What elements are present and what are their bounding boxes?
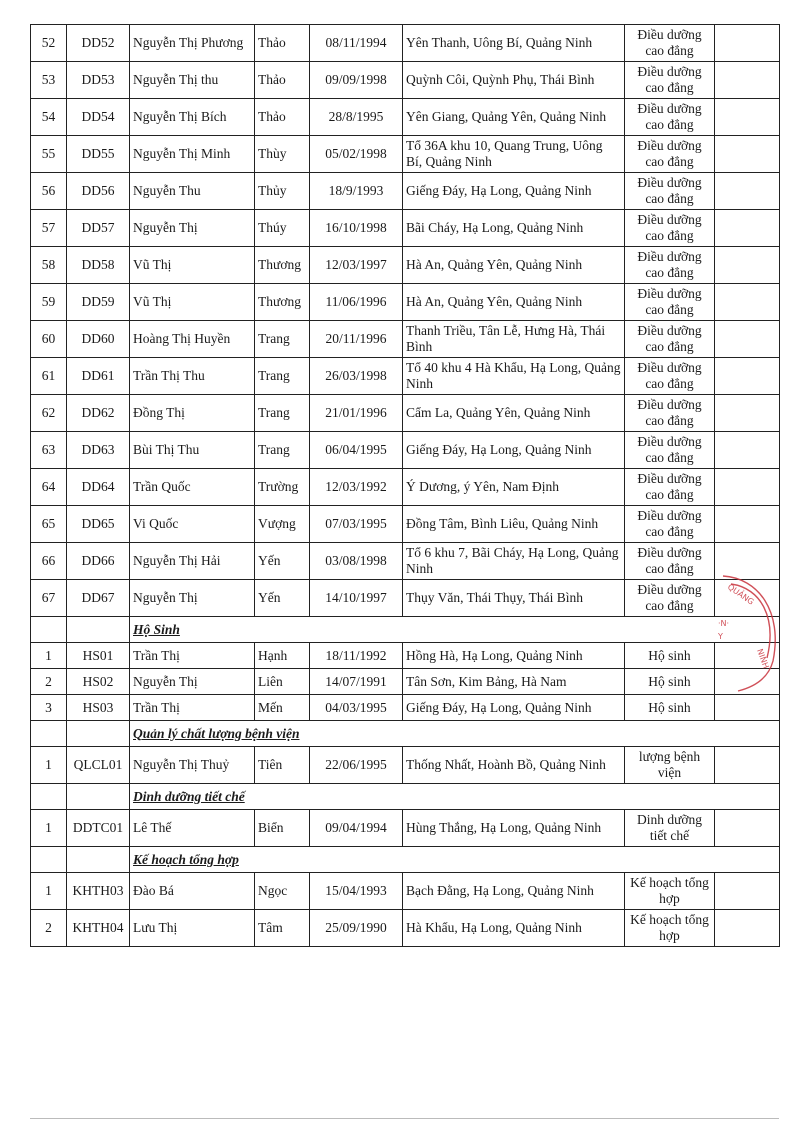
cell-surname: Vũ Thị: [130, 247, 255, 284]
cell-stt: 58: [31, 247, 67, 284]
table-row: [31, 173, 780, 210]
cell-note: [715, 469, 780, 506]
svg-text:NINH: NINH: [755, 647, 771, 670]
cell-qualification: Điều dưỡng cao đẳng: [625, 173, 715, 210]
cell-qualification: Điều dưỡng cao đẳng: [625, 284, 715, 321]
section-title: [130, 784, 780, 810]
cell-stt: 55: [31, 136, 67, 173]
cell-surname: Vũ Thị: [130, 284, 255, 321]
cell-qualification: Điều dưỡng cao đẳng: [625, 432, 715, 469]
cell-birthdate: 03/08/1998: [310, 543, 403, 580]
cell-qualification: Điều dưỡng cao đẳng: [625, 210, 715, 247]
cell-surname: Bùi Thị Thu: [130, 432, 255, 469]
cell-given-name: Thảo: [255, 99, 310, 136]
cell-birthdate: 25/09/1990: [310, 910, 403, 947]
cell-qualification: Điều dưỡng cao đẳng: [625, 247, 715, 284]
cell-birthdate: 05/02/1998: [310, 136, 403, 173]
cell-address: Bãi Cháy, Hạ Long, Quảng Ninh: [403, 210, 625, 247]
cell-stt: 1: [31, 810, 67, 847]
cell-birthdate: 14/07/1991: [310, 669, 403, 695]
cell-stt: 52: [31, 25, 67, 62]
cell-given-name: Trang: [255, 358, 310, 395]
cell-given-name: Trang: [255, 432, 310, 469]
cell-code: DD63: [67, 432, 130, 469]
cell-surname: Hoàng Thị Huyền: [130, 321, 255, 358]
cell-surname: Nguyễn Thị Bích: [130, 99, 255, 136]
cell-code: HS02: [67, 669, 130, 695]
section-title-text: Dinh dưỡng tiết chế: [133, 788, 245, 804]
table-row: [31, 910, 780, 947]
cell-note: [715, 136, 780, 173]
cell-stt: 56: [31, 173, 67, 210]
cell-given-name: Trang: [255, 321, 310, 358]
cell-address: Thanh Triều, Tân Lễ, Hưng Hà, Thái Bình: [403, 321, 625, 358]
table-row: [31, 810, 780, 847]
table-row: [31, 62, 780, 99]
cell-given-name: Tâm: [255, 910, 310, 947]
cell-surname: Trần Thị: [130, 695, 255, 721]
cell-given-name: Liên: [255, 669, 310, 695]
cell-surname: Lưu Thị: [130, 910, 255, 947]
cell-given-name: Thảo: [255, 62, 310, 99]
cell-note: [715, 247, 780, 284]
section-header-row: [31, 617, 780, 643]
cell-address: Hồng Hà, Hạ Long, Quảng Ninh: [403, 643, 625, 669]
cell-note: [715, 543, 780, 580]
cell-qualification: Dinh dưỡng tiết chế: [625, 810, 715, 847]
cell-note: [715, 910, 780, 947]
section-title: [130, 847, 780, 873]
cell-note: [715, 25, 780, 62]
cell-birthdate: 11/06/1996: [310, 284, 403, 321]
cell-address: Yên Giang, Quảng Yên, Quảng Ninh: [403, 99, 625, 136]
cell-stt: 2: [31, 910, 67, 947]
cell-address: Giếng Đáy, Hạ Long, Quảng Ninh: [403, 173, 625, 210]
section-header-row: [31, 721, 780, 747]
cell-stt: 65: [31, 506, 67, 543]
cell-given-name: Trang: [255, 395, 310, 432]
cell-note: [715, 173, 780, 210]
table-row: [31, 469, 780, 506]
cell-given-name: Thương: [255, 284, 310, 321]
cell-birthdate: 06/04/1995: [310, 432, 403, 469]
cell-code: HS03: [67, 695, 130, 721]
cell-stt: 54: [31, 99, 67, 136]
cell-birthdate: 14/10/1997: [310, 580, 403, 617]
section-header-row: [31, 847, 780, 873]
cell-code: DD59: [67, 284, 130, 321]
cell-qualification: Điều dưỡng cao đẳng: [625, 506, 715, 543]
cell-address: Cẩm La, Quảng Yên, Quảng Ninh: [403, 395, 625, 432]
cell-code: QLCL01: [67, 747, 130, 784]
cell-surname: Nguyễn Thu: [130, 173, 255, 210]
table-row: [31, 321, 780, 358]
svg-text:·N·: ·N·: [718, 619, 730, 628]
cell-qualification: Hộ sinh: [625, 669, 715, 695]
cell-code: DD58: [67, 247, 130, 284]
cell-code: DD53: [67, 62, 130, 99]
cell-qualification: Điều dưỡng cao đẳng: [625, 62, 715, 99]
section-title-text: Hộ Sinh: [133, 621, 180, 637]
cell-birthdate: 09/04/1994: [310, 810, 403, 847]
cell-note: [715, 643, 780, 669]
cell-code: DDTC01: [67, 810, 130, 847]
table-row: [31, 358, 780, 395]
cell-given-name: Thùy: [255, 136, 310, 173]
cell-address: Hà An, Quảng Yên, Quảng Ninh: [403, 247, 625, 284]
cell-code: [67, 617, 130, 643]
cell-address: Ý Dương, ý Yên, Nam Định: [403, 469, 625, 506]
table-row: [31, 432, 780, 469]
cell-surname: Trần Thị: [130, 643, 255, 669]
cell-address: Bạch Đằng, Hạ Long, Quảng Ninh: [403, 873, 625, 910]
cell-birthdate: 12/03/1997: [310, 247, 403, 284]
cell-surname: Nguyễn Thị Phương: [130, 25, 255, 62]
cell-stt: 53: [31, 62, 67, 99]
cell-address: Hùng Thắng, Hạ Long, Quảng Ninh: [403, 810, 625, 847]
table-row: [31, 284, 780, 321]
cell-birthdate: 12/03/1992: [310, 469, 403, 506]
table-row: [31, 247, 780, 284]
table-row: [31, 747, 780, 784]
cell-note: [715, 810, 780, 847]
cell-stt: 67: [31, 580, 67, 617]
cell-code: KHTH04: [67, 910, 130, 947]
cell-given-name: Hạnh: [255, 643, 310, 669]
svg-text:QUẢNG: QUẢNG: [725, 582, 756, 607]
cell-code: DD61: [67, 358, 130, 395]
cell-note: [715, 580, 780, 617]
cell-code: DD52: [67, 25, 130, 62]
cell-note: [715, 210, 780, 247]
cell-qualification: Điều dưỡng cao đẳng: [625, 136, 715, 173]
cell-birthdate: 21/01/1996: [310, 395, 403, 432]
svg-text:Y: Y: [718, 632, 723, 641]
cell-qualification: Hộ sinh: [625, 695, 715, 721]
table-row: [31, 643, 780, 669]
cell-given-name: Vượng: [255, 506, 310, 543]
cell-qualification: Kế hoạch tổng hợp: [625, 910, 715, 947]
cell-address: Thống Nhất, Hoành Bồ, Quảng Ninh: [403, 747, 625, 784]
cell-stt: 63: [31, 432, 67, 469]
cell-surname: Nguyễn Thị Thuỷ: [130, 747, 255, 784]
cell-qualification: Điều dưỡng cao đẳng: [625, 469, 715, 506]
section-title-text: Quản lý chất lượng bệnh viện: [133, 725, 300, 741]
cell-birthdate: 22/06/1995: [310, 747, 403, 784]
cell-given-name: Thủy: [255, 173, 310, 210]
cell-birthdate: 18/11/1992: [310, 643, 403, 669]
section-title: [130, 721, 780, 747]
cell-stt: 66: [31, 543, 67, 580]
cell-stt: 59: [31, 284, 67, 321]
table-row: [31, 873, 780, 910]
cell-surname: Đồng Thị: [130, 395, 255, 432]
cell-surname: Trần Thị Thu: [130, 358, 255, 395]
cell-surname: Lê Thế: [130, 810, 255, 847]
cell-birthdate: 20/11/1996: [310, 321, 403, 358]
cell-birthdate: 09/09/1998: [310, 62, 403, 99]
cell-address: Quỳnh Côi, Quỳnh Phụ, Thái Bình: [403, 62, 625, 99]
table-row: [31, 506, 780, 543]
cell-stt: 1: [31, 747, 67, 784]
cell-stt: 2: [31, 669, 67, 695]
cell-note: [715, 395, 780, 432]
cell-stt: [31, 721, 67, 747]
cell-code: [67, 847, 130, 873]
cell-surname: Nguyễn Thị: [130, 669, 255, 695]
cell-surname: Nguyễn Thị Hải: [130, 543, 255, 580]
table-row: [31, 695, 780, 721]
cell-code: DD54: [67, 99, 130, 136]
cell-birthdate: 16/10/1998: [310, 210, 403, 247]
cell-birthdate: 04/03/1995: [310, 695, 403, 721]
cell-code: KHTH03: [67, 873, 130, 910]
cell-stt: [31, 617, 67, 643]
cell-surname: Đào Bá: [130, 873, 255, 910]
cell-note: [715, 321, 780, 358]
cell-note: [715, 669, 780, 695]
section-header-row: [31, 784, 780, 810]
cell-stt: 1: [31, 873, 67, 910]
cell-note: [715, 284, 780, 321]
cell-note: [715, 695, 780, 721]
cell-birthdate: 18/9/1993: [310, 173, 403, 210]
cell-stt: [31, 784, 67, 810]
cell-stt: 61: [31, 358, 67, 395]
section-title-text: Kế hoạch tổng hợp: [133, 851, 239, 867]
cell-qualification: Hộ sinh: [625, 643, 715, 669]
cell-address: Yên Thanh, Uông Bí, Quảng Ninh: [403, 25, 625, 62]
table-row: [31, 25, 780, 62]
cell-note: [715, 62, 780, 99]
cell-qualification: Điều dưỡng cao đẳng: [625, 395, 715, 432]
cell-code: DD65: [67, 506, 130, 543]
cell-given-name: Mến: [255, 695, 310, 721]
table-row: [31, 669, 780, 695]
section-title: [130, 617, 780, 643]
cell-birthdate: 15/04/1993: [310, 873, 403, 910]
cell-code: DD66: [67, 543, 130, 580]
cell-note: [715, 747, 780, 784]
cell-given-name: Thương: [255, 247, 310, 284]
cell-address: Đồng Tâm, Bình Liêu, Quảng Ninh: [403, 506, 625, 543]
cell-address: Tổ 6 khu 7, Bãi Cháy, Hạ Long, Quảng Ninh: [403, 543, 625, 580]
cell-stt: 57: [31, 210, 67, 247]
cell-address: Tân Sơn, Kim Bảng, Hà Nam: [403, 669, 625, 695]
cell-given-name: Trường: [255, 469, 310, 506]
cell-birthdate: 07/03/1995: [310, 506, 403, 543]
cell-given-name: Thúy: [255, 210, 310, 247]
cell-code: [67, 784, 130, 810]
table-row: [31, 99, 780, 136]
cell-qualification: Điều dưỡng cao đẳng: [625, 543, 715, 580]
cell-stt: [31, 847, 67, 873]
staff-list-table: [30, 24, 780, 947]
cell-code: DD64: [67, 469, 130, 506]
cell-address: Giếng Đáy, Hạ Long, Quảng Ninh: [403, 432, 625, 469]
cell-given-name: Thảo: [255, 25, 310, 62]
cell-address: Tổ 40 khu 4 Hà Khẩu, Hạ Long, Quảng Ninh: [403, 358, 625, 395]
table-body: [31, 25, 780, 947]
cell-qualification: Kế hoạch tổng hợp: [625, 873, 715, 910]
cell-qualification: Điều dưỡng cao đẳng: [625, 580, 715, 617]
cell-code: [67, 721, 130, 747]
cell-birthdate: 28/8/1995: [310, 99, 403, 136]
cell-code: DD57: [67, 210, 130, 247]
cell-note: [715, 99, 780, 136]
table-row: [31, 136, 780, 173]
cell-address: Thụy Văn, Thái Thụy, Thái Bình: [403, 580, 625, 617]
cell-address: Hà An, Quảng Yên, Quảng Ninh: [403, 284, 625, 321]
cell-stt: 1: [31, 643, 67, 669]
cell-given-name: Ngọc: [255, 873, 310, 910]
cell-qualification: Điều dưỡng cao đẳng: [625, 358, 715, 395]
cell-surname: Nguyễn Thị thu: [130, 62, 255, 99]
cell-surname: Nguyễn Thị: [130, 580, 255, 617]
cell-birthdate: 26/03/1998: [310, 358, 403, 395]
cell-qualification: lượng bệnh viện: [625, 747, 715, 784]
cell-note: [715, 358, 780, 395]
cell-code: DD55: [67, 136, 130, 173]
table-row: [31, 543, 780, 580]
table-row: [31, 580, 780, 617]
page-bottom-rule: [30, 1118, 779, 1119]
cell-given-name: Biển: [255, 810, 310, 847]
cell-surname: Nguyễn Thị Minh: [130, 136, 255, 173]
cell-address: Hà Khẩu, Hạ Long, Quảng Ninh: [403, 910, 625, 947]
cell-qualification: Điều dưỡng cao đẳng: [625, 25, 715, 62]
cell-qualification: Điều dưỡng cao đẳng: [625, 99, 715, 136]
cell-stt: 62: [31, 395, 67, 432]
table-row: [31, 210, 780, 247]
cell-code: DD62: [67, 395, 130, 432]
cell-birthdate: 08/11/1994: [310, 25, 403, 62]
cell-note: [715, 873, 780, 910]
cell-given-name: Tiên: [255, 747, 310, 784]
cell-surname: Trần Quốc: [130, 469, 255, 506]
table-row: [31, 395, 780, 432]
cell-qualification: Điều dưỡng cao đẳng: [625, 321, 715, 358]
cell-given-name: Yến: [255, 580, 310, 617]
cell-given-name: Yến: [255, 543, 310, 580]
cell-address: Giếng Đáy, Hạ Long, Quảng Ninh: [403, 695, 625, 721]
cell-stt: 64: [31, 469, 67, 506]
cell-note: [715, 432, 780, 469]
cell-code: HS01: [67, 643, 130, 669]
cell-code: DD67: [67, 580, 130, 617]
cell-surname: Vi Quốc: [130, 506, 255, 543]
cell-note: [715, 506, 780, 543]
cell-code: DD56: [67, 173, 130, 210]
cell-address: Tổ 36A khu 10, Quang Trung, Uông Bí, Quảng Ninh: [403, 136, 625, 173]
cell-stt: 3: [31, 695, 67, 721]
cell-stt: 60: [31, 321, 67, 358]
cell-surname: Nguyễn Thị: [130, 210, 255, 247]
cell-code: DD60: [67, 321, 130, 358]
